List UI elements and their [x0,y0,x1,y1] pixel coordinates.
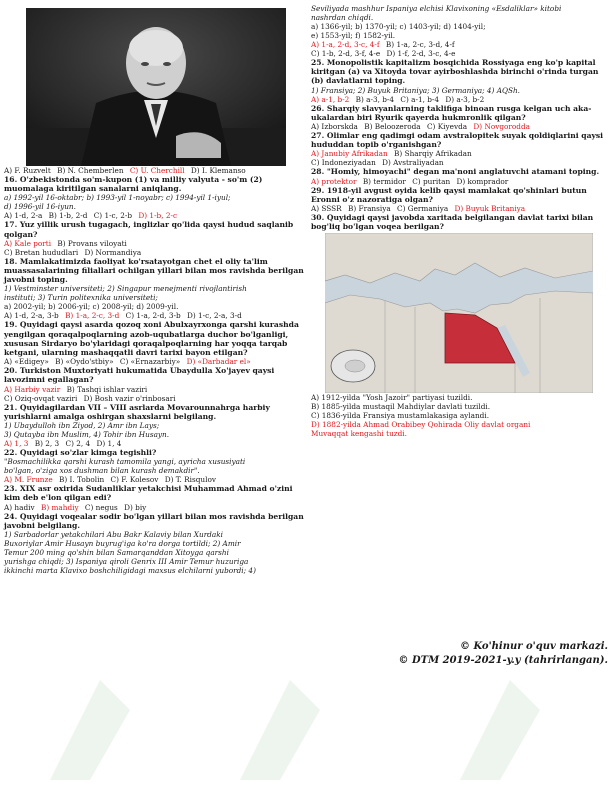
q22-line: "Bosmachilikka qarshi kurash tamomila yangi, ayricha xususiyati [4,457,246,467]
q15-opt-b: B) N. Chemberlen [57,166,124,175]
q26-options [311,122,608,131]
q23-opt-b: B) mahdiy [40,502,79,512]
q24-line: Buxoriylar Amir Husayn buyrug'iga ko'ra dorga tortildi; 2) Amir [4,539,241,549]
q24-line: Temur 200 ming qo'shin bilan Samarqanddan Xitoyga qarshi [4,548,229,558]
q23-opt-c: C) negus [84,502,118,512]
q17-title: 17. Yuz yillik urush tugagach, inglizlar qo'lida qaysi hudud saqlanib qolgan? [4,220,294,239]
q21-opt-a: A) 1, 3 [4,439,29,449]
q22-opt-a: A) M. Frunze [4,475,53,485]
q18-opt-d: D) 1-c, 2-a, 3-d [187,311,242,321]
q20-options-row2 [4,394,306,403]
q25-options [311,95,608,104]
q22-options [4,475,306,484]
q30-opt-b: B) 1885-yilda mustaqil Mahdiylar davlati tuzildi. [311,402,491,412]
q28-title: 28. "Homiy, himoyachi" degan ma'noni anglatuvchi atamani toping. [311,167,600,177]
q24-line: 1) Sarbadorlar yetakchilari Abu Bakr Kalaviy bilan Xurdaki [4,530,223,540]
q16-opt-a: A) 1-d, 2-a [4,211,43,221]
q27-options [311,149,608,158]
q21-line: 1) Ubaydulloh ibn Ziyod, 2) Amr ibn Lays; [4,421,160,431]
q24-opt-c: C) 1-b, 2-d, 3-f, 4-e [311,49,381,58]
q24-opt-a: A) 1-a, 2-d, 3-c, 4-f [311,40,380,49]
q25-opt-d: D) a-3, b-2 [445,94,485,104]
q29-opt-a: A) SSSR [311,204,342,214]
q26-opt-a: A) Izborskda [311,122,358,132]
q18-opt-b: B) 1-a, 2-c, 3-d [65,311,120,321]
q30-opt-d-cont: Muvaqqat kengashi tuzdi. [311,429,407,439]
q30-opt-a: A) 1912-yilda "Yosh Jazoir" partiyasi tuzildi. [311,393,473,403]
q16-line: a) 1992-yil 16-oktabr; b) 1993-yil 1-noyabr; c) 1994-yil 1-iyul; [4,193,231,203]
q20-opt-b: B) Tashqi ishlar vaziri [66,384,148,394]
q28-opt-d: D) komprador [456,176,509,186]
q22-opt-c: C) F. Kolesov [110,475,159,485]
q20-opt-d: D) Bosh vazir o'rinbosari [83,393,176,403]
q22-opt-d: D) T. Risqulov [164,475,216,485]
q29-opt-b: B) Fransiya [348,204,391,214]
q16-options [4,211,306,220]
q16-line: d) 1996-yil 16-iyun. [4,202,76,212]
q20-title: 20. Turkiston Muxtoriyati hukumatida Ubaydulla Xo'jayev qaysi lavozimni egallagan? [4,366,275,385]
q29-title: 29. 1918-yil avgust oyida kelib qaysi mamlakat qo'shinlari butun Eronni o'z nazoratiga olgan? [311,185,587,204]
q26-opt-b: B) Beloozeroda [364,122,421,132]
q28-opt-b: B) termidor [362,176,406,186]
q24-cont-line: Seviliyada mashhur Ispaniya elchisi Klavixoning «Esdaliklar» kitobi [311,4,562,13]
q30-title: 30. Quyidagi qaysi javobda xaritada belgilangan davlat tarixi bilan bog'liq bo'lgan voqea berilgan? [311,213,594,232]
q23-opt-d: D) biy [124,502,147,512]
q24-options [311,40,608,49]
footer-line2: © DTM 2019-2021-y.y (tahrirlangan). [398,655,608,666]
q19-options [4,357,306,366]
q19-title: 19. Quyidagi qaysi asarda qozoq xoni Abulxayrxonga qarshi kurashda yengilgan qoraqalpoqlarning azob-uqubatlarga duchor bo'lganligi, xususan Sirdaryo bo'ylaridagi qoraqalpoqlarning har yoqqa tarqab ketgani, ularning mashaqqatli davri tarixi bayon etilgan? [4,320,299,358]
q21-opt-d: D) 1, 4 [96,439,122,449]
portrait-photo [26,8,286,166]
q15-opt-a: A) F. Ruzvelt [4,166,51,175]
q17-options [4,239,306,248]
q24-title: 24. Quyidagi voqealar sodir bo'lgan yillari bilan mos ravishda berilgan javobni belgilang. [4,511,304,530]
q18-opt-a: A) 1-d, 2-a, 3-b [4,311,59,321]
q23-title: 23. XIX asr oxirida Sudanliklar yetakchisi Muhammad Ahmad o'zini kim deb e'lon qilgan edi? [4,484,293,503]
q27-opt-c: C) Indoneziyadan [311,158,376,168]
q25-opt-c: C) a-1, b-4 [400,94,440,104]
q25-line: 1) Fransiya; 2) Buyuk Britaniya; 3) Germaniya; 4) AQSh. [311,85,520,95]
watermark-pattern [40,650,600,790]
q17-opt-c: C) Bretan hududlari [4,247,79,257]
q17-opt-d: D) Normandiya [84,247,142,257]
q18-title: 18. Mamlakatimizda faoliyat ko'rsatayotgan chet el oliy ta'lim muassasalarining filiallari ochilgan yillari bilan mos ravishda berilgan javobni toping. [4,256,304,285]
q27-opt-b: B) Sharqiy Afrikadan [394,149,472,159]
portrait-image [26,8,286,166]
q19-opt-a: A) «Edigey» [4,357,49,367]
q27-title: 27. Olimlar eng qadimgi odam avstralopitek suyak qoldiqlarini qaysi hududdan topib o'rganishgan? [311,131,604,150]
q22-line: bo'lgan, o'ziga xos dushman bilan kurash demakdir". [4,466,200,476]
q24-opt-b: B) 1-a, 2-c, 3-d, 4-f [385,40,455,49]
q24-opt-d: D) 1-f, 2-d, 3-c, 4-e [386,49,456,58]
q19-opt-c: C) «Ernazarbiy» [119,357,181,367]
footer-line1: © Ko'hinur o'quv markazi. [459,641,608,652]
q26-opt-c: C) Kiyevda [426,122,468,132]
q22-opt-b: B) I. Tobolin [59,475,105,485]
q18-line: 1) Vestminster universiteti; 2) Singapur menejmenti rivojlantirish [4,284,247,294]
right-column [311,4,608,438]
q24-line: ikkinchi marta Klavixo boshchiligidagi maxsus elchilarni yubordi; 4) [4,566,256,576]
q28-options [311,177,608,186]
q26-opt-d: D) Novgorodda [473,122,530,132]
q17-options-row2 [4,248,306,257]
q24-options-row2 [311,49,608,58]
q15-opt-c: C) U. Cherchill [129,166,185,175]
q29-opt-c: C) Germaniya [397,204,449,214]
q20-opt-a: A) Harbiy vazir [4,384,61,394]
q16-title: 16. O'zbekistonda so'm-kupon (1) va milliy valyuta - so'm (2) muomalaga kiritilgan sanalarni aniqlang. [4,175,263,194]
q21-opt-c: C) 2, 4 [65,439,91,449]
q25-opt-a: A) a-1, b-2 [311,94,350,104]
q28-opt-a: A) protektor [311,176,357,186]
q15-options [4,166,306,175]
q16-opt-b: B) 1-b, 2-d [48,211,88,221]
q24-cont-line: nashrdan chiqdi. [311,13,374,22]
q30-opt-c: C) 1836-yilda Fransiya mustamlakasiga aylandi. [311,411,490,421]
q25-title: 25. Monopolistik kapitalizm bosqichida Rossiyaga eng ko'p kapital kiritgan (a) va Xitoyda tovar ayirboshlashda birinchi o'rinda turgan (b) davlatlarni toping. [311,58,599,86]
q23-options [4,503,306,512]
q27-opt-d: D) Avstraliyadan [382,158,444,168]
q25-opt-b: B) a-3, b-4 [355,94,395,104]
q18-options [4,311,306,320]
q22-title: 22. Quyidagi so'zlar kimga tegishli? [4,448,157,458]
north-africa-map [325,233,593,393]
q21-opt-b: B) 2, 3 [34,439,60,449]
q16-opt-d: D) 1-b, 2-c [138,211,178,221]
q20-opt-c: C) Oziq-ovqat vaziri [4,393,78,403]
q15-opt-d: D) I. Klemanso [190,166,246,175]
footer [311,640,608,668]
q27-opt-a: A) Janubiy Afrikadan [311,149,388,159]
q19-opt-b: B) «Oydo'stbiy» [55,357,114,367]
q21-title: 21. Quyidagilardan VII – VIII asrlarda Movarounnahrga harbiy yurishlarni amalga oshirgan shaxslarni belgilang. [4,402,270,421]
q21-line: 3) Qutayba ibn Muslim, 4) Tohir ibn Husayn. [4,430,170,440]
q24-cont-line: e) 1553-yil; f) 1582-yil. [311,31,396,40]
q27-options-row2 [311,158,608,167]
q26-title: 26. Sharqiy slavyanlarning taklifiga binoan rusga kelgan uch aka-ukalardan biri Ryurik qayerda hukmronlik qilgan? [311,103,592,122]
q19-opt-d: D) «Darbadar el» [186,357,251,367]
q17-opt-b: B) Provans viloyati [57,238,127,248]
q28-opt-c: C) puritan [412,176,451,186]
region-map [325,233,593,393]
q16-opt-c: C) 1-c, 2-b [93,211,133,221]
q18-line: a) 2002-yil; b) 2006-yil; c) 2008-yil; d) 2009-yil. [4,302,179,312]
q21-options [4,439,306,448]
q29-options [311,204,608,213]
q20-options [4,385,306,394]
left-column [4,4,306,575]
q17-opt-a: A) Kale porti [4,238,52,248]
q30-opt-d: D) 1882-yilda Ahmad Orabibey Qohirada Oliy davlat organi [311,420,531,430]
q24-line: yurishga chiqdi; 3) Ispaniya qiroli Genrix III Amir Temur huzuriga [4,557,249,567]
q18-opt-c: C) 1-a, 2-d, 3-b [125,311,181,321]
q29-opt-d: D) Buyuk Britaniya [454,204,526,214]
q18-line: instituti; 3) Turin politexnika universiteti; [4,293,158,303]
q23-opt-a: A) hadiv [4,502,35,512]
q24-cont-line: a) 1366-yil; b) 1370-yil; c) 1403-yil; d) 1404-yil; [311,22,486,31]
